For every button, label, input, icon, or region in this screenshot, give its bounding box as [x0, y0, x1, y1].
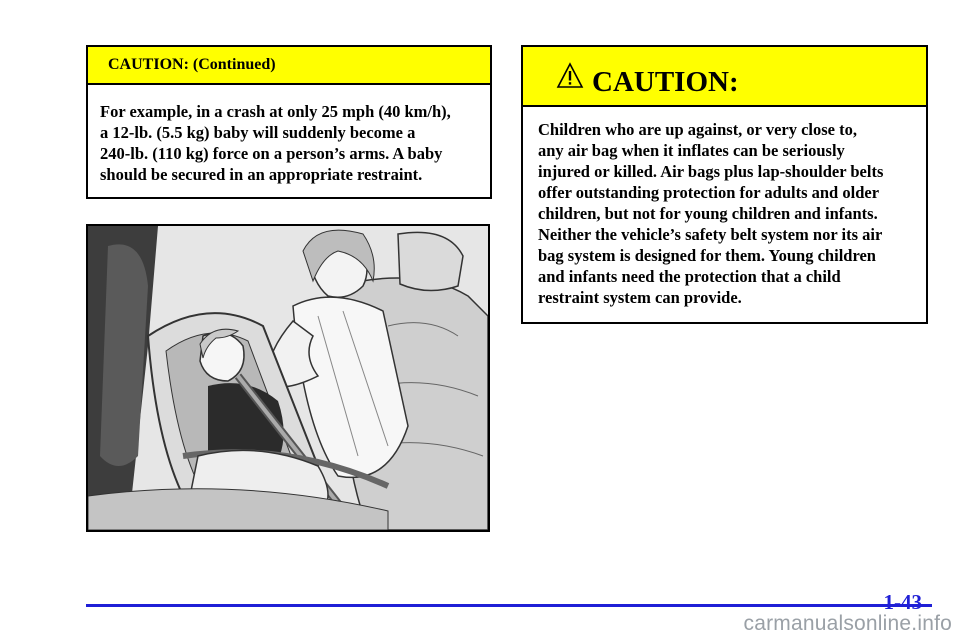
caution-continued-text [88, 85, 490, 185]
page-number: 1-43 [883, 590, 922, 614]
text-line: For example, in a crash at only 25 mph (40 km/h), [100, 102, 451, 121]
text-line: and infants need the protection that a child [538, 267, 841, 286]
text-line: should be secured in an appropriate restraint. [100, 165, 423, 184]
text-line: bag system is designed for them. Young children [538, 246, 876, 265]
child-restraint-illustration [86, 224, 490, 532]
warning-triangle-icon [556, 62, 584, 90]
caution-box [521, 45, 928, 324]
text-line: restraint system can provide. [538, 288, 742, 307]
text-line: children, but not for young children and infants. [538, 204, 878, 223]
caution-text [523, 107, 926, 308]
footer-rule [86, 604, 932, 607]
watermark: carmanualsonline.info [743, 612, 952, 635]
illustration-drawing [88, 226, 488, 530]
text-line: offer outstanding protection for adults and older [538, 183, 880, 202]
caution-continued-heading: CAUTION: (Continued) [108, 56, 276, 73]
text-line: any air bag when it inflates can be seriously [538, 141, 845, 160]
text-line: a 12-lb. (5.5 kg) baby will suddenly become a [100, 123, 416, 142]
caution-continued-box [86, 45, 492, 199]
caution-header [523, 47, 926, 107]
caution-heading: CAUTION: [592, 65, 739, 98]
caution-continued-header [88, 47, 490, 85]
text-line: injured or killed. Air bags plus lap-shoulder belts [538, 162, 884, 181]
text-line: Neither the vehicle’s safety belt system nor its air [538, 225, 883, 244]
text-line: Children who are up against, or very close to, [538, 120, 858, 139]
text-line: 240-lb. (110 kg) force on a person’s arms. A baby [100, 144, 443, 163]
